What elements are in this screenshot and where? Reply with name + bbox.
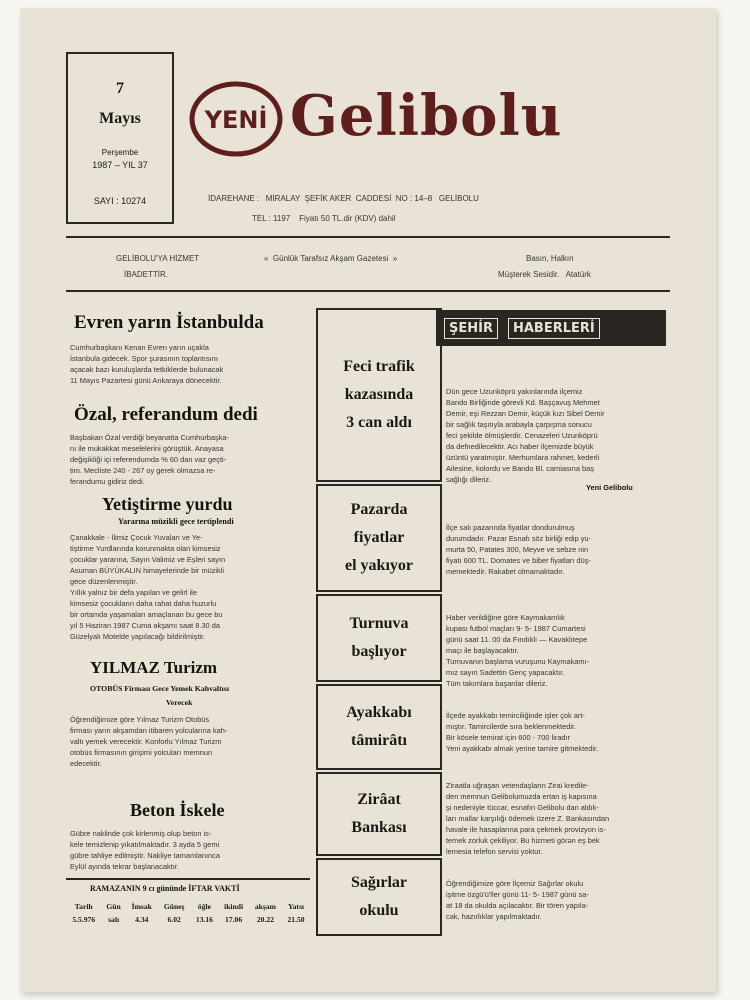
middle-headline-deaf-school: Sağırlar okulu: [316, 858, 442, 936]
banner-word-2: HABERLERİ: [508, 318, 600, 339]
article-accident: Dün gece Uzunköprü yakınlarında ilçemiz Bando Birliğinde görevli Kd. Başçavuş Mehmet Demir, eşi Rezzan Demir, küçük kızı Sibel Demir bir sağlık taşıtıyla arabayla çarpışma sonucu feci şekilde ölmüşlerdir. Cenazeleri Uzunköprü da defnedilecektir. Acı haber ilçemizde büyük üzüntü yaratmıştır. Merhumlara rahmet, kederli Ailesine, kolordu ve Bando Bl. camiasına baş sağlığı dileriz.: [446, 387, 605, 484]
article-accident-signature: Yeni Gelibolu: [586, 483, 633, 492]
newspaper-logo: [188, 80, 284, 158]
tagline-left-1: GELİBOLU'YA HİZMET: [116, 254, 200, 263]
article-market: İlçe salı pazarında fiyatlar dondurulmuş durumdadır. Pazar Esnafı söz birliği edip yu- murta 50, Patates 300, Meyve ve sebze nin fiyatı 600 TL. Domates ve biber fiyatları düş- memektedir. Rakabet olmamaktadır.: [446, 523, 592, 576]
date-weekday: Perşembe: [101, 148, 139, 157]
middle-headline-market: Pazarda fiyatlar el yakıyor: [316, 484, 442, 592]
top-rule: [66, 236, 670, 238]
issue-number: SAYI : 10274: [93, 196, 147, 206]
article-tournament: Haber verildiğine göre Kaymakamlık kupası futbol maçları 9- 5- 1987 Cumartesi günü saat 11. 00 da Fındıklı — Kavaklıtepe maçı ile başlayacaktır. Turnuvanın başlama vuruşunu Kaymakamı- mız sayın Sadettin Genç yapacaktır. Tüm takımlara başarılar dileriz.: [446, 613, 590, 688]
prayer-times-table: [66, 900, 310, 926]
tagline-rule: [66, 290, 670, 292]
city-news-banner: [436, 310, 666, 346]
article-yilmaz: Öğrendiğimize göre Yılmaz Turizm Otobüs firması yarın akşamdan itibaren yolcularına kah- valtı yemek verecektir. Konforlu Yılmaz Turizm otobüs firmasının girişimi yolcuları memnun edecektir.: [70, 715, 228, 768]
article-shoe-repair: İlçede ayakkabı temirciliğinde işler çok art- mıştır. Tamircilerde sıra beklenmektedir. Bir kösele temirat için 600 - 700 liradır Yeni ayakkabı almak yerine tamire gitmektedir.: [446, 711, 599, 753]
headline-evren: Evren yarın İstanbulda: [74, 312, 264, 333]
headline-yetistirme: Yetiştirme yurdu: [102, 494, 233, 514]
prayer-title: RAMAZANIN 9 cı gününde İFTAR VAKTİ: [90, 884, 240, 893]
tagline-left-2: İBADETTİR.: [124, 270, 169, 279]
tagline-center: « Günlük Tarafsız Akşam Gazetesi »: [264, 254, 398, 263]
article-evren: Cumhurbaşkanı Kenan Evren yarın uçakla İstanbula gidecek. Spor şurasının toplantısını açacak bazı kuruluşlarda tetkiklerde bulunacak 11 Mayıs Pazartesi günü Ankaraya dönecektir.: [70, 343, 224, 385]
article-yetistirme: Çanakkale - İlimiz Çocuk Yuvaları ve Ye- tiştirme Yurdlarında korunmakta olan kimsesiz çocuklar yararına, Sayın Valimiz ve Eşleri sayın Asuman BÜYÜKALIN himayelerinde bir müzikli gece düzenlenmiştir. Yıllık yalnız bir defa yapılan ve gelirl ile kimsesiz çocukların daha rahat daha huzurlu bir ortamda yaşamaları amaçlanan bu gece bu yıl 5 Haziran 1987 Cuma akşamı saat 8.30 da Güzelyalı Motelde yapılacağı bildirilmiştir.: [70, 533, 226, 641]
middle-headline-ziraat: Zirâat Bankası: [316, 772, 442, 856]
tagline-right-1: Basın, Halkın: [526, 254, 574, 263]
logo-text: YENİ: [204, 106, 268, 134]
date-box: [66, 52, 174, 224]
prayer-values-row: 5.5.976 salı 4.34 6.02 13.16 17.06 20.22 21.50: [72, 915, 305, 924]
address-line: İDAREHANE : MİRALAY ŞEFİK AKER CADDESİ NO : 14–8 GELİBOLU: [208, 194, 479, 203]
date-day: 7: [116, 80, 124, 97]
subheadline-yilmaz-2: Verecek: [166, 698, 193, 707]
middle-headline-tournament: Turnuva başlıyor: [316, 594, 442, 682]
article-ozal: Başbakan Özal verdiği beyanatta Cumhurbaşka- nı ile mukakkat meselelerini görüştük. Anayasa değişikliği içi referendumda % 60 dan vaz geçti- tim. Mecliste 240 - 267 oy gerek olmazsa re- ferandumu gidiriz dedi.: [70, 433, 229, 486]
article-ziraat: Ziraatla uğraşan vetendaşların Zirai kredile- den memnun Gelibolumuzda ertan iş kapısına şi nedeniyle tüccar, esnafın Gelibolu dan aldık- ları mallar karşılığı ödemek üzere Z. Bankasından havale ile hasaplarına para çekmek provizyon is- temek zorluk çekiliyor. Bu hizmeti görən eş bek lemesia telefon servisi yoktur.: [446, 781, 610, 856]
middle-headline-shoe-repair: Ayakkabı tâmirâtı: [316, 684, 442, 770]
article-beton: Gübre naklinde çok kirlenmiş olup beton is- kele temizlenip yıkatılmaktadır. 3 ayda 5 gemi gübre tahliye edilmiştir. Nakliye tamamlanınca Eylül ayında tekrar başlanacaktır.: [70, 829, 220, 871]
date-year: 1987 – YIL 37: [92, 160, 148, 170]
headline-ozal: Özal, referandum dedi: [74, 404, 258, 425]
newspaper-page: [20, 8, 716, 992]
article-deaf-school: Öğrendiğimize göre İlçemiz Sağırlar okulu işitme özgü'ü'ller günü 11- 5- 1987 günü sa- at 18 da okulda açılacaktır. Bir tören yapıla- cak, hazırlıklar yapılmaktadır.: [446, 879, 589, 921]
subheadline-yilmaz-1: OTOBÜS Firması Gece Yemek Kahvaltısı: [90, 684, 230, 693]
headline-beton: Beton İskele: [130, 800, 225, 820]
headline-yilmaz: YILMAZ Turizm: [90, 658, 218, 677]
banner-word-1: ŞEHİR: [444, 318, 498, 339]
tagline-right-2: Müşterek Sesidir. Atatürk: [498, 270, 591, 279]
masthead-title: Gelibolu: [290, 83, 563, 149]
middle-headline-traffic: Feci trafik kazasında 3 can aldı: [316, 308, 442, 482]
subheadline-yetistirme: Yararına müzikli gece tertiplendi: [118, 517, 234, 526]
prayer-top-rule: [66, 878, 310, 880]
date-month: Mayıs: [99, 110, 141, 127]
prayer-header-row: Tarih Gün İmsak Güneş öğle ikindi akşam Yatsı: [74, 902, 305, 911]
tel-price-line: TEL : 1197 Fiyatı 50 TL.dir (KDV) dahil: [252, 214, 396, 223]
